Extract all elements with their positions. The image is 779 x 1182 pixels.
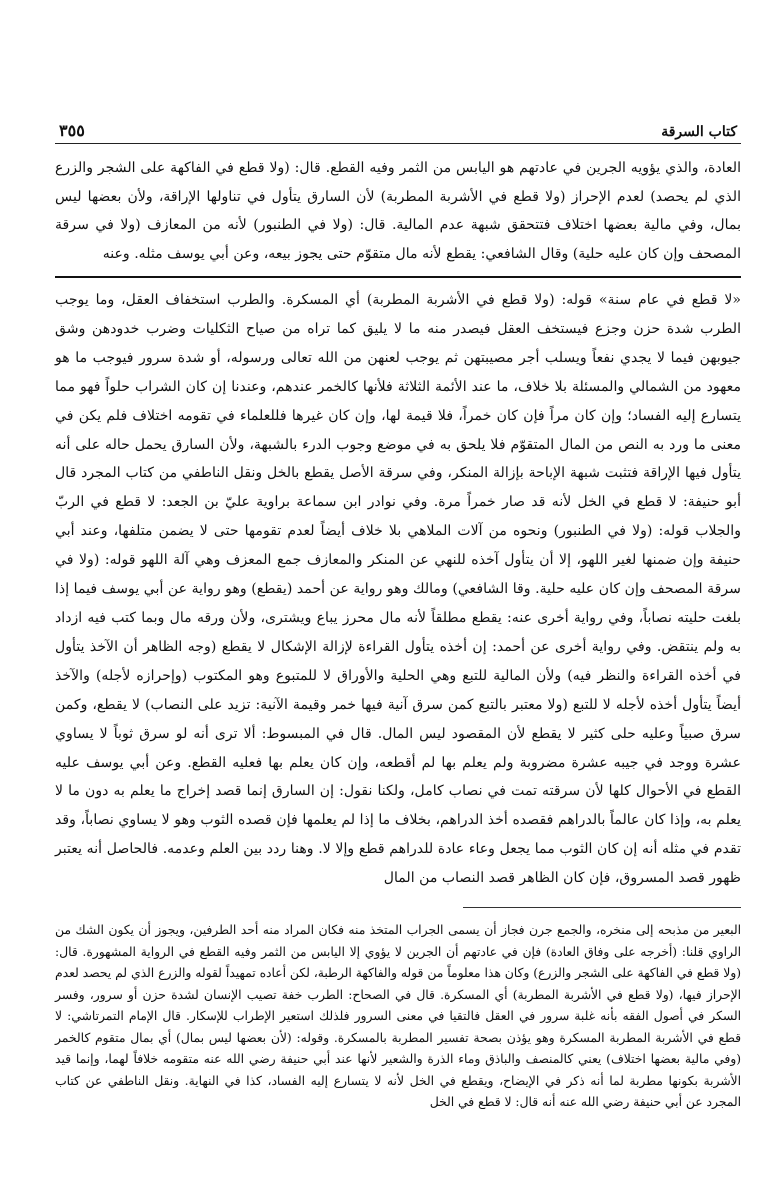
main-separator <box>55 276 741 278</box>
chapter-title: كتاب السرقة <box>661 124 737 140</box>
running-header <box>55 112 741 144</box>
page-number: ٣٥٥ <box>59 121 85 140</box>
footnote-separator <box>463 907 741 908</box>
footnotes-text: البعير من مذبحه إلى منخره، والجمع جرن فجاز أن يسمى الجراب المتخذ منه فكان المراد منه أحد الطرفين، ويجوز أن يكون الشك من الراوي قلنا: (أخرجه على وفاق العادة) فإن في عادتهم أن الجرين لا يؤوي إلا اليابس من الثمر وفيه القطع في الرواية المشهورة. قال: (ولا قطع في الفاكهة على الشجر والزرع) وكان هذا معلوماً من قوله والفاكهة الرطبة، لكن أعاده تمهيداً لقوله والزرع الذي لم يحصد لعدم الإحراز فيها، (ولا قطع في الأشربة المطربة) أي المسكرة. قال في الصحاح: الطرب خفة تصيب الإنسان لشدة حزن أو سرور، وفسر السكر في أصول الفقه بأنه غلبة سرور في العقل فالتقيا في معنى السرور فلذلك استعير الإطراب للإسكار. قال الإمام التمرتاشي: لا قطع في الأشربة المطربة المسكرة وهو يؤذن بصحة تفسير المطربة بالمسكرة. وقوله: (لأن بعضها ليس بمال) أي بمال متقوم كالخمر (وفي مالية بعضها اختلاف) يعني كالمنصف والباذق وماء الذرة والشعير لأنها عند أبي حنيفة رضي الله عنه متقومه خلافاً لهما، وإنما قيد الأشربة بكونها مطربة لما أنه ذكر في الإيضاح، ويقطع في الخل لأنه لا يتسارع إليه الفساد، كذا في النهاية. ونقل الناطفي عن كتاب المجرد عن أبي حنيفة رضي الله عنه أنه قال: لا قطع في الخل <box>55 923 741 1110</box>
main-text: العادة، والذي يؤويه الجرين في عادتهم هو اليابس من الثمر وفيه القطع. قال: (ولا قطع في الفاكهة على الشجر والزرع الذي لم يحصد) لعدم الإحراز (ولا قطع في الأشربة المطربة) لأن السارق يتأول في تناولها الإراقة، ولأن بعضها ليس بمال، وفي مالية بعضها اختلاف فتتحقق شبهة عدم المالية. قال: (ولا في الطنبور) لأنه من المعازف (ولا في سرقة المصحف وإن كان عليه حلية) وقال الشافعي: يقطع لأنه مال متقوّم حتى يجوز بيعه، وعن أبي يوسف مثله. وعنه <box>55 160 741 262</box>
commentary-text: «لا قطع في عام سنة» قوله: (ولا قطع في الأشربة المطربة) أي المسكرة. والطرب استخفاف العقل، وما يوجب الطرب شدة حزن وجزع فيستخف العقل فيصدر منه ما لا يليق كما تراه من صياح الثكليات وضرب خدودهن وشق جيوبهن فيما لا يجدي نفعاً ويسلب أجر مصيبتهن ثم يوجب لعنهن من الله تعالى ورسوله، أو شدة سرور فيوجب ما هو معهود من الشمالي والمسئلة بلا خلاف، ما عند الأئمة الثلاثة فلأنها كالخمر عندهم، وعندنا إن كان الشراب حلواً فهو مما يتسارع إليه الفساد؛ وإن كان مراً فإن كان خمراً، فلا قيمة لها، وإن كان غيرها فللعلماء في تقومه اختلاف فلم يكن في معنى ما ورد به النص من المال المتقوّم فلا يلحق به في موضع وجوب الدرء بالشبهة، ولأن السارق يحمل حاله على أنه يتأول فيها الإراقة فتثبت شبهة الإباحة بإزالة المنكر، وفي سرقة الأصل يقطع بالخل ونقل الناطفي من كتاب المجرد قال أبو حنيفة: لا قطع في الخل لأنه قد صار خمراً مرة. وفي نوادر ابن سماعة براوية عليّ بن الجعد: لا قطع في الربّ والجلاب قوله: (ولا في الطنبور) ونحوه من آلات الملاهي بلا خلاف أيضاً لعدم تقومها حتى لا يضمن متلفها، وعند أبي حنيفة وإن ضمنها لغير اللهو، إلا أن يتأول آخذه للنهي عن المنكر والمعازف جمع المعزف وهي آلة اللهو قوله: (ولا في سرقة المصحف وإن كان عليه حلية. وقا الشافعي) ومالك وهو رواية عن أحمد (يقطع) وهو رواية عن أبي يوسف فيما إذا بلغت حليته نصاباً، وفي رواية أخرى عنه: يقطع مطلقاً لأنه مال محرز يباع ويشترى، ولأن ورقه مال وبما كتب فيه ازداد به ولم ينتقض. وفي رواية أخرى عن أحمد: إن أخذه يتأول القراءة لإزالة الإشكال لا يقطع (وجه الظاهر أن الآخذ يتأول في أخذه القراءة والنظر فيه) ولأن المالية للتبع وهي الحلية والأوراق لا للمتبوع وهو المكتوب (وإحرازه لأجله) والآخذ أيضاً يتأول أخذه لأجله لا للتبع (ولا معتبر بالتبع كمن سرق آنية فيها خمر وقيمة الآنية: تزيد على النصاب) لا يقطع، وكمن سرق صبياً وعليه حلى كثير لا يقطع لأن المقصود ليس المال. قال في المبسوط: ألا ترى أنه لو سرق ثوباً لا يساوي عشرة ووجد في جيبه عشرة مضروبة ولم يعلم بها لم أقطعه، وإن كان يعلم بها فعليه القطع. وعن أبي يوسف عليه القطع في الأحوال كلها لأن سرقته تمت في نصاب كامل، ولكنا نقول: إن السارق إنما قصد إخراج ما يعلم به دون ما لا يعلم به، وإذا كان عالماً بالدراهم فقصده أخذ الدراهم، بخلاف ما إذا لم يعلمها فإن قصده الثوب وهو لا يساوي نصاباً، وقد تقدم في مثله أنه إن كان الثوب مما يجعل وعاء عادة للدراهم قطع وإلا لا. وهنا ردد بين العلم وعدمه. فالحاصل أنه يعتبر ظهور قصد المسروق، فإن كان الظاهر قصد النصاب من المال <box>55 292 741 887</box>
book-page <box>55 112 741 1114</box>
